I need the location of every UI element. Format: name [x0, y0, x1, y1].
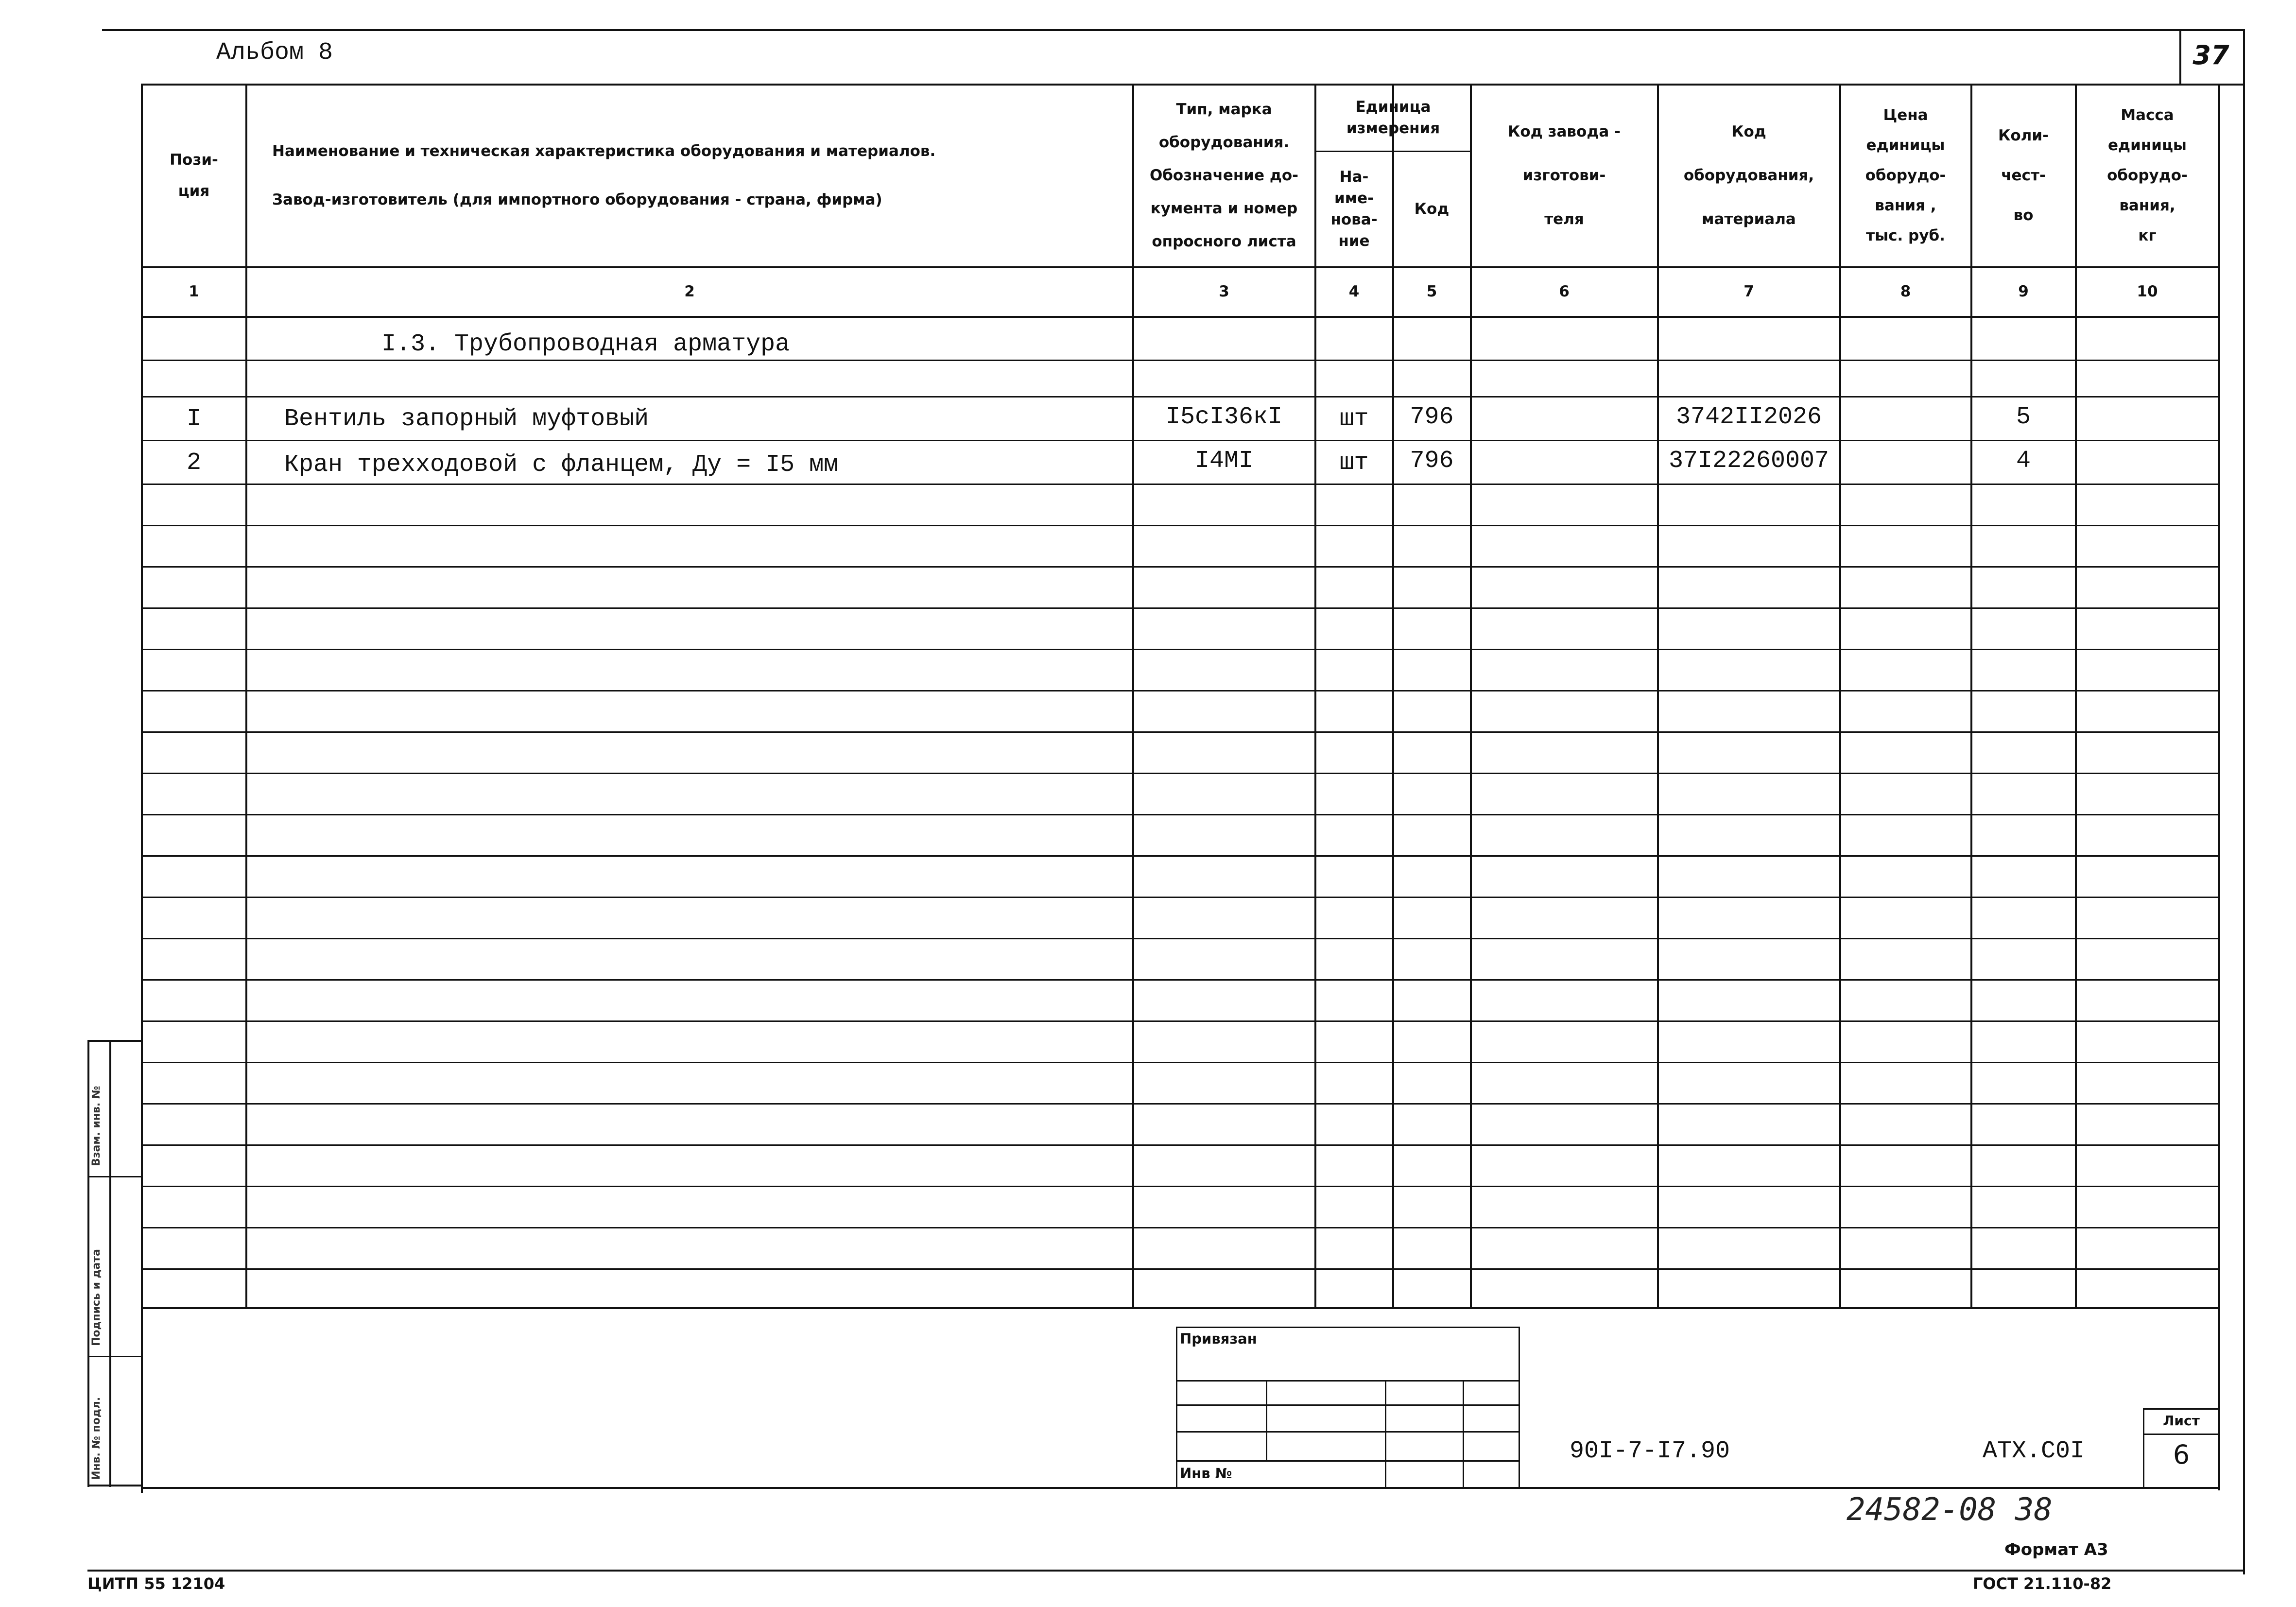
table-right-line: [2218, 84, 2220, 1490]
row-divider: [141, 690, 2218, 691]
col-header-unit-name: На- име- нова- ние: [1330, 168, 1378, 250]
side-label-orig-inv: Инв. № подл.: [90, 1397, 103, 1480]
doc-number: 90I-7-I7.90: [1570, 1437, 1730, 1465]
col-num-2: 2: [684, 283, 695, 300]
row-divider: [141, 938, 2218, 939]
gost-label: ГОСТ 21.110-82: [1973, 1574, 2112, 1593]
row-divider: [141, 1020, 2218, 1022]
row-divider: [141, 1186, 2218, 1187]
row-divider: [141, 1144, 2218, 1146]
page-corner-number: 37: [2192, 40, 2229, 70]
row-1-unit-code: 796: [1410, 403, 1454, 431]
col-num-1: 1: [189, 283, 199, 300]
format-label: Формат А3: [2004, 1540, 2108, 1559]
col-num-4: 4: [1348, 283, 1360, 300]
row-divider: [141, 525, 2218, 526]
row-1-name: Вентиль запорный муфтовый: [284, 405, 649, 433]
row-divider: [141, 979, 2218, 981]
row-divider: [141, 731, 2218, 733]
row-1-type: I5cI36кI: [1165, 403, 1283, 431]
col-num-6: 6: [1559, 283, 1570, 300]
row-divider: [141, 1227, 2218, 1228]
row-2-name: Кран трехходовой с фланцем, Ду = I5 мм: [284, 450, 839, 479]
row-divider: [141, 855, 2218, 857]
col-header-quantity: Коли- чест- во: [1998, 127, 2049, 224]
row-divider: [141, 1062, 2218, 1063]
col-num-3: 3: [1219, 283, 1229, 300]
row-2-unit-name: шт: [1339, 449, 1369, 477]
col-num-10: 10: [2137, 283, 2158, 300]
row-2-position: 2: [186, 449, 201, 477]
row-divider: [141, 1103, 2218, 1105]
stamp-bound-label: Привязан: [1180, 1331, 1257, 1347]
album-label: Альбом 8: [216, 39, 333, 67]
sheet-label: Лист: [2163, 1413, 2200, 1429]
frame-bottom-line: [87, 1570, 2245, 1572]
side-label-signature-date: Подпись и дата: [90, 1249, 103, 1346]
row-1-unit-name: шт: [1339, 405, 1369, 433]
row-divider: [141, 814, 2218, 815]
section-title: I.3. Трубопроводная арматура: [381, 330, 790, 358]
row-divider: [141, 360, 2218, 361]
col-header-factory-code: Код завода - изготови- теля: [1508, 123, 1621, 228]
row-2-quantity: 4: [2016, 447, 2031, 475]
row-1-position: I: [186, 405, 201, 433]
col-header-name: Наименование и техническая характеристика оборудования и материалов. Завод-изготовитель (для импортного оборудования - страна, фирма): [272, 142, 936, 208]
col-header-unit-code: Код: [1414, 200, 1450, 218]
row-1-quantity: 5: [2016, 403, 2031, 431]
col-header-position: Пози- ция: [170, 151, 218, 200]
row-divider: [141, 897, 2218, 898]
row-divider: [141, 607, 2218, 609]
col-num-8: 8: [1900, 283, 1911, 300]
row-2-type: I4MI: [1194, 447, 1254, 475]
col-header-type: Тип, марка оборудования. Обозначение до- кумента и номер опросного листа: [1149, 101, 1299, 250]
row-2-equipment-code: 37I22260007: [1668, 447, 1830, 475]
frame-right-line: [2243, 29, 2245, 1574]
col-num-5: 5: [1426, 283, 1437, 300]
stamp-inv-label: Инв №: [1180, 1465, 1232, 1482]
row-2-unit-code: 796: [1410, 447, 1454, 475]
handwritten-number: 24582-08 38: [1847, 1492, 2053, 1528]
sheet-number: 6: [2173, 1439, 2190, 1470]
frame-top-line: [102, 29, 2245, 31]
row-divider: [141, 1268, 2218, 1270]
row-divider: [141, 566, 2218, 568]
doc-code: АТХ.С0I: [1983, 1437, 2085, 1465]
col-header-equipment-code: Код оборудования, материала: [1683, 123, 1814, 228]
row-1-equipment-code: 3742II2026: [1675, 403, 1822, 431]
col-header-price: Цена единицы оборудо- вания , тыс. руб.: [1865, 106, 1946, 244]
printer-label: ЦИТП 55 12104: [87, 1574, 225, 1593]
col-num-7: 7: [1744, 283, 1754, 300]
row-divider: [141, 773, 2218, 774]
col-header-mass: Масса единицы оборудо- вания, кг: [2107, 106, 2188, 244]
col-num-9: 9: [2018, 283, 2029, 300]
col-header-unit-group: Единица измерения: [1346, 98, 1440, 137]
row-divider: [141, 649, 2218, 650]
side-label-replace-inv: Взам. инв. №: [90, 1086, 103, 1166]
